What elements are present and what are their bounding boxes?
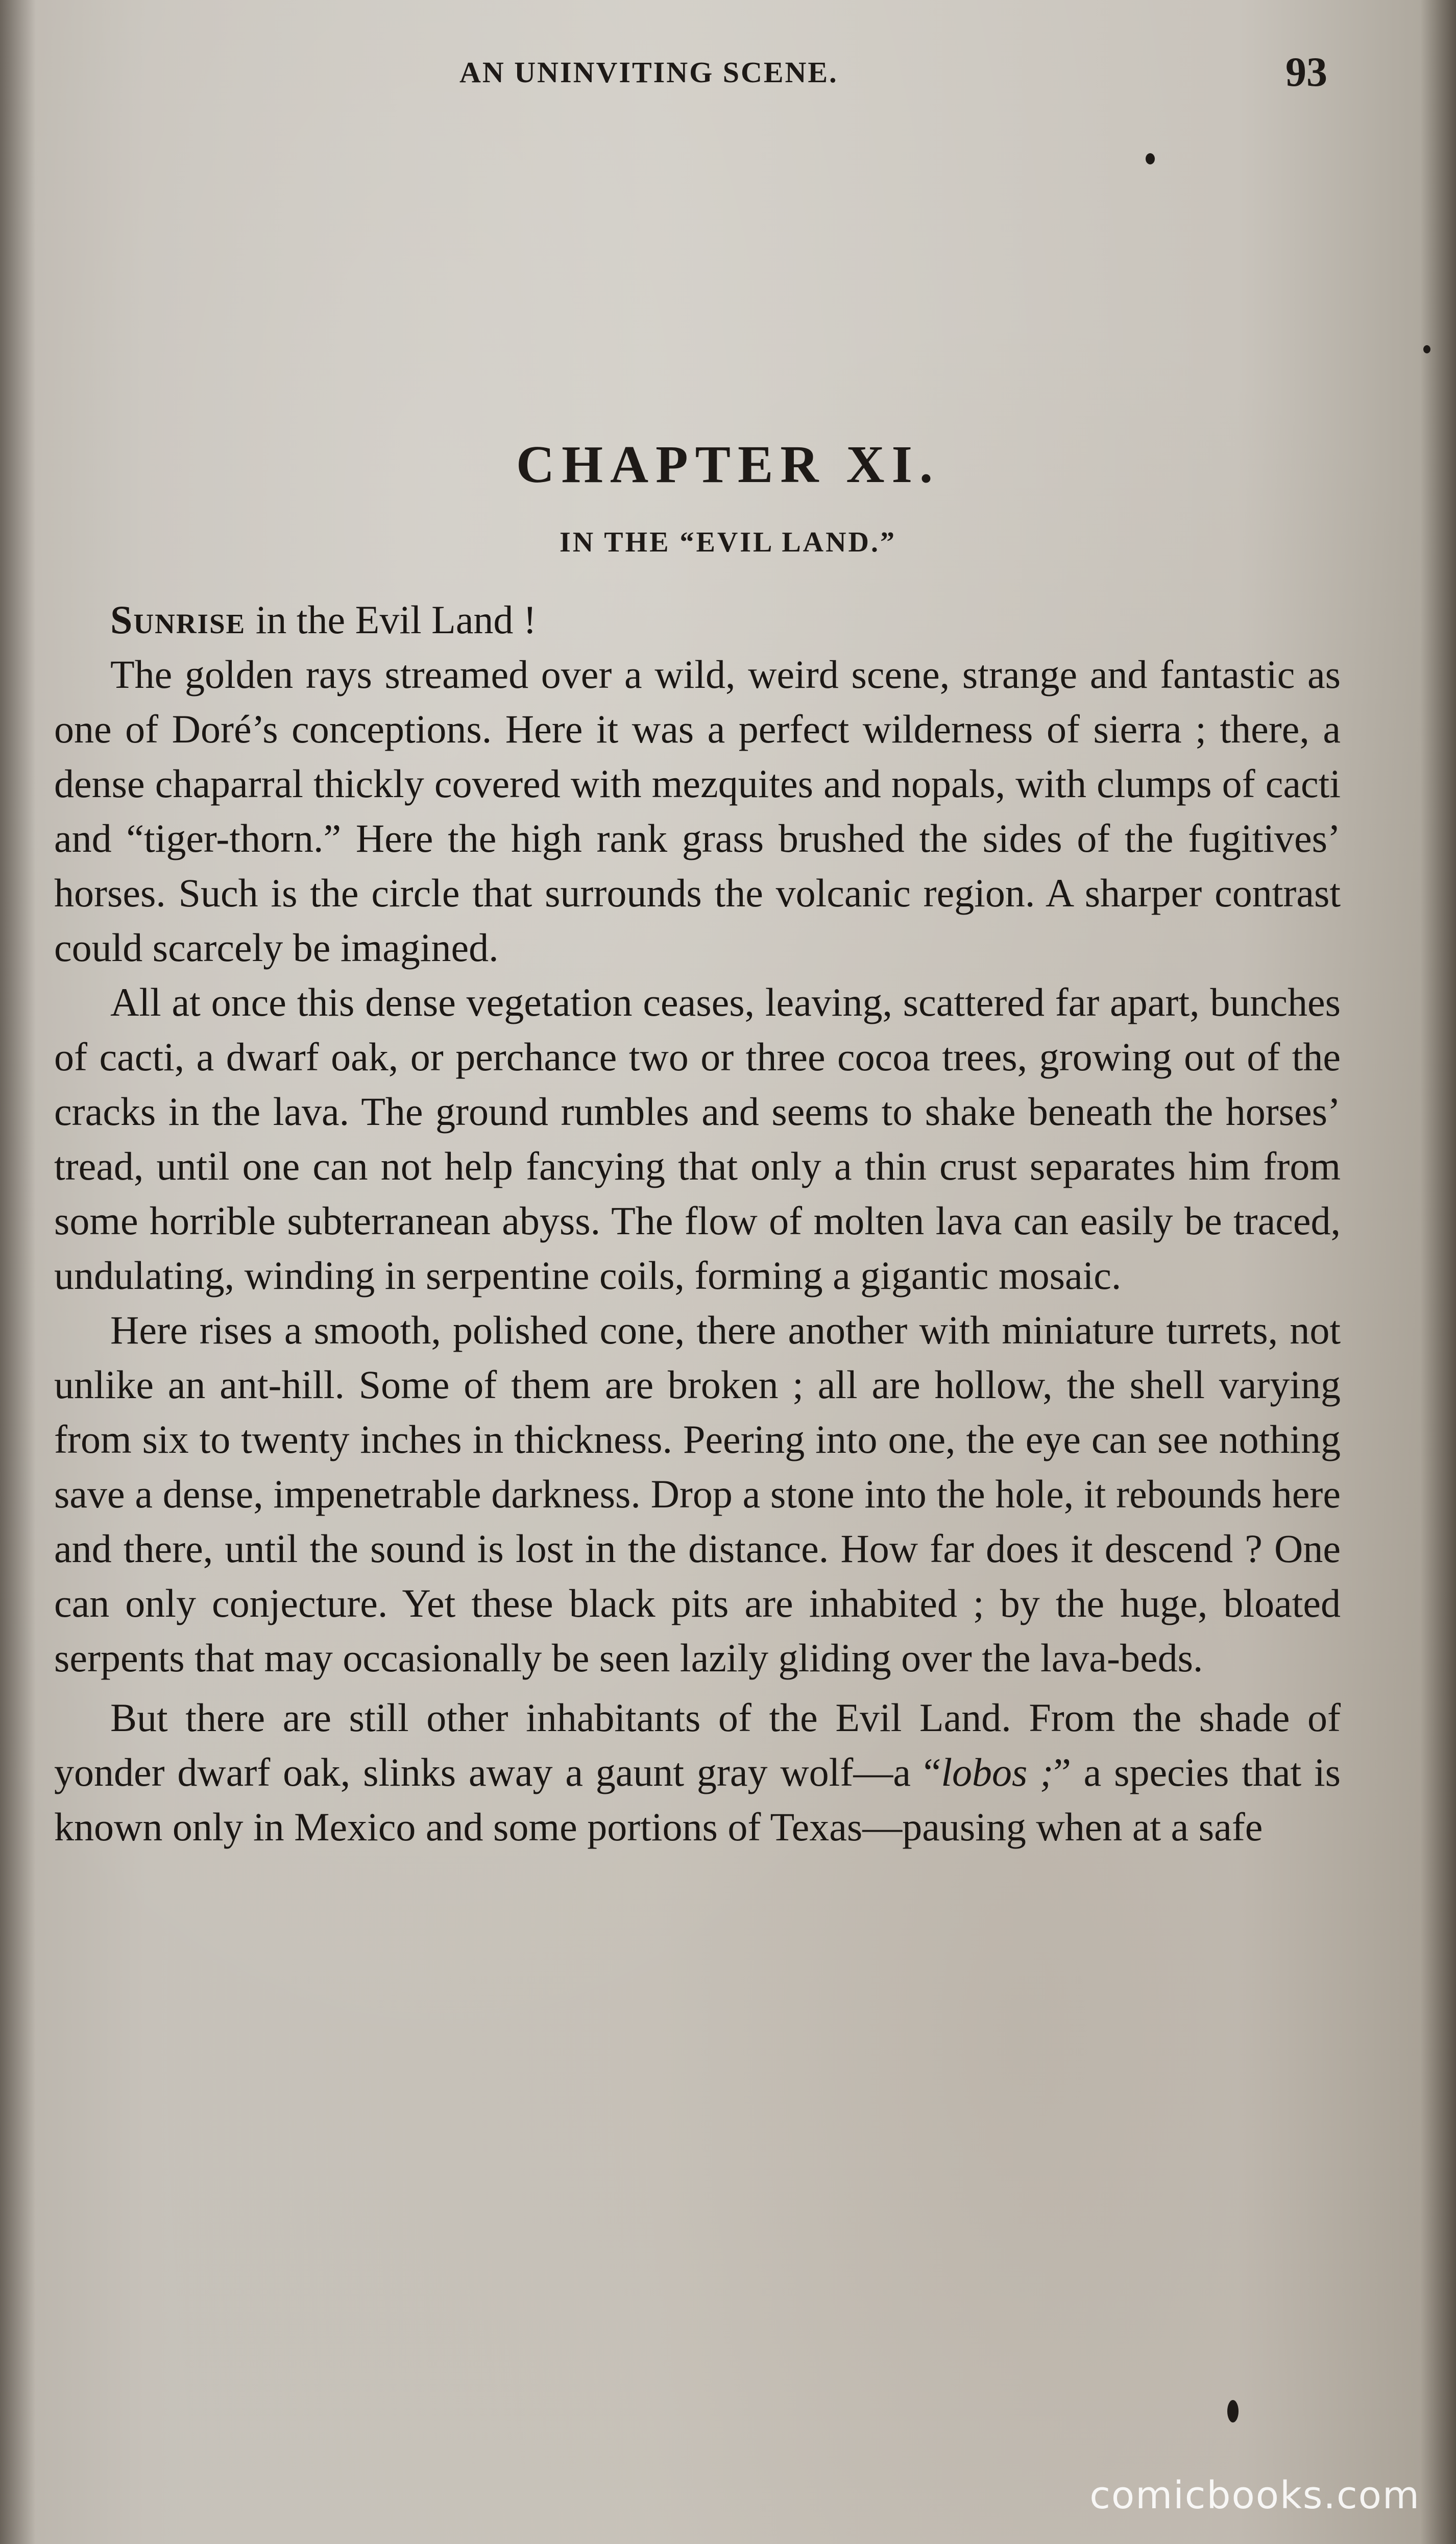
ink-speck [1423,345,1430,353]
paragraph [54,1690,1341,1854]
paragraph-text: But there are still other inhabitants of the Evil Land. From the shade of yonder dwarf oak, slinks away a gaunt gray wolf—a “ [54,1695,1341,1794]
running-head: AN UNINVITING SCENE. [459,56,838,89]
paragraph: All at once this dense vegetation ceases, leaving, scattered far apart, bunches of cacti, a dwarf oak, or perchance two or three cocoa trees, growing out of the cracks in the lava. The ground rumbles and seems to shake beneath the horses’ tread, until one can not help fancying that only a thin crust separates him from some horrible subterranean abyss. The flow of molten lava can easily be traced, undulating, winding in serpentine coils, forming a gigantic mosaic. [54,980,1341,1298]
opening-rest: in the Evil Land ! [246,597,537,642]
paragraph: The golden rays streamed over a wild, weird scene, strange and fantastic as one of Doré’s conceptions. Here it was a perfect wilderness of sierra ; there, a dense chaparral thickly covered with mezquites and nopals, with clumps of cacti and “tiger-thorn.” Here the high rank grass brushed the sides of the fugitives’ horses. Such is the circle that surrounds the volcanic region. A sharper contrast could scarcely be imagined. [54,652,1341,970]
page-number: 93 [1285,49,1327,95]
paragraph-text: ” a species that is known only in Mexico and some portions of Texas—pausing when at a safe [54,1750,1341,1849]
italic-term: lobos ; [941,1750,1054,1794]
page-left-shadow [0,0,36,2544]
page-right-shadow [1420,0,1456,2544]
paragraph-opening [54,592,1341,647]
ink-speck [1146,153,1155,164]
body-text [54,592,1341,1854]
watermark: comicbooks.com [1089,2474,1420,2517]
page-header [459,49,1327,101]
chapter-title: CHAPTER XI. [516,435,940,494]
paragraph: Here rises a smooth, polished cone, there another with miniature turrets, not unlike an ant-hill. Some of them are broken ; all are hollow, the shell varying from six to twenty inches in thickness. Peering into one, the eye can see nothing save a dense, impenetrable darkness. Drop a stone into the hole, it rebounds here and there, until the sound is lost in the distance. How far does it descend ? One can only conjecture. Yet these black pits are inhabited ; by the huge, bloated serpents that may occasionally be seen lazily gliding over the lava-beds. [54,1308,1341,1680]
chapter-subtitle: IN THE “EVIL LAND.” [559,526,896,558]
ink-speck [1227,2400,1239,2422]
opening-word: Sunrise [110,597,246,642]
